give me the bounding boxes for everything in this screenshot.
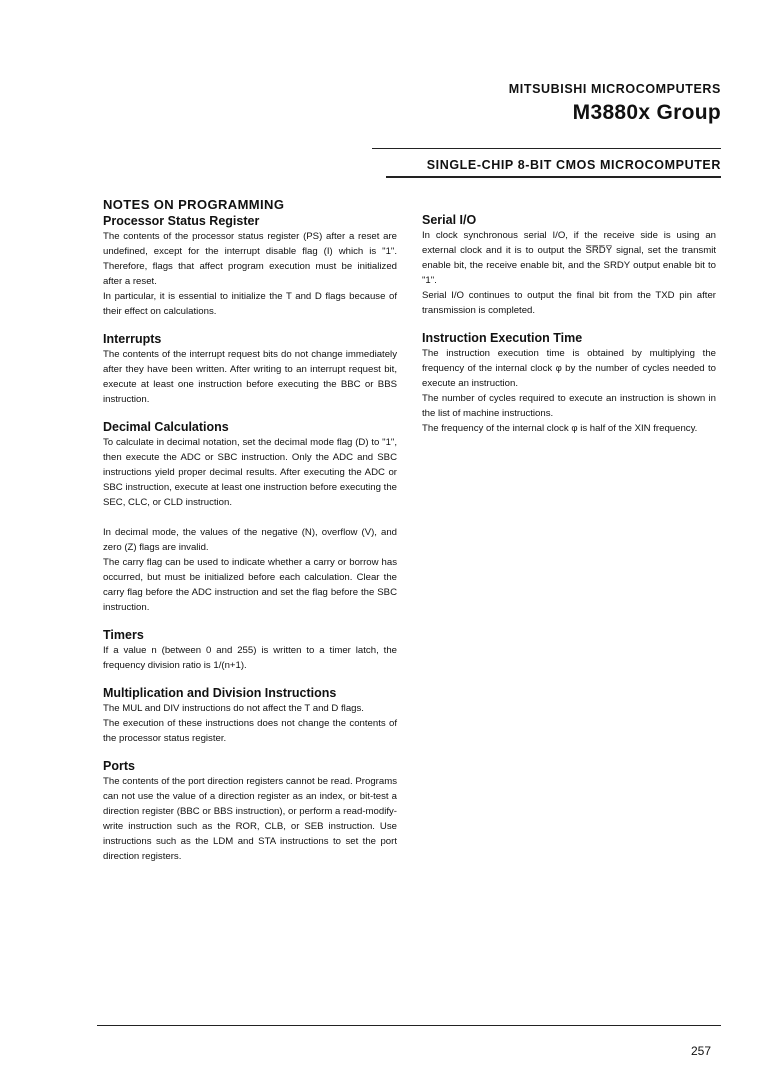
footer-rule xyxy=(97,1025,721,1026)
paragraph: The MUL and DIV instructions do not affect the T and D flags. xyxy=(103,703,364,714)
section-title: Processor Status Register xyxy=(103,214,260,228)
paragraph: In decimal mode, the values of the negative (N), overflow (V), and zero (Z) flags are invalid. xyxy=(103,527,397,553)
paragraph: If a value n (between 0 and 255) is written to a timer latch, the frequency division ratio is 1/(n+1). xyxy=(103,645,397,671)
notes-title: NOTES ON PROGRAMMING xyxy=(103,197,285,212)
left-column xyxy=(103,197,397,876)
section-title: Decimal Calculations xyxy=(103,420,229,434)
section-processor-status-register xyxy=(103,213,397,319)
paragraph: The carry flag can be used to indicate whether a carry or borrow has occurred, but must be initialized before each calculation. Clear the carry flag before the ADC instruction and set the flag before the SBC instruction. xyxy=(103,557,397,613)
brand-title: MITSUBISHI MICROCOMPUTERS xyxy=(508,82,721,96)
section-title: Multiplication and Division Instructions xyxy=(103,686,337,700)
section-serial-io xyxy=(422,212,716,318)
paragraph: In clock synchronous serial I/O, if the receive side is using an external clock and it is to output the S̅R̅D̅Y̅ signal, set the transmit enable bit, the receive enable bit, and the SRDY output enable bit to "1". xyxy=(422,230,716,286)
section-interrupts xyxy=(103,331,397,407)
paragraph: The instruction execution time is obtained by multiplying the frequency of the internal clock φ by the number of cycles needed to execute an instruction. xyxy=(422,348,716,389)
paragraph: The frequency of the internal clock φ is half of the XIN frequency. xyxy=(422,423,698,434)
section-title: Ports xyxy=(103,759,135,773)
page-number: 257 xyxy=(690,1044,711,1058)
group-title: M3880x Group xyxy=(572,101,721,124)
paragraph-gap xyxy=(103,510,397,525)
section-title: Instruction Execution Time xyxy=(422,331,583,345)
paragraph: The contents of the processor status register (PS) after a reset are undefined, except for the interrupt disable flag (I) which is "1". Therefore, flags that affect program execution must be initialized after a reset. xyxy=(103,231,397,287)
right-column xyxy=(422,212,716,448)
paragraph: In particular, it is essential to initialize the T and D flags because of their effect on calculations. xyxy=(103,291,397,317)
paragraph: The contents of the port direction registers cannot be read. Programs can not use the value of a direction register as an index, or bit-test a direction register (BBC or BBS instruction), or perform a read-modify-write instruction such as the ROR, CLB, or SEB instruction. Use instructions such as the LDM and STA instructions to set the port direction registers. xyxy=(103,776,397,862)
section-multiplication-division xyxy=(103,685,397,746)
header-rule xyxy=(372,148,721,149)
paragraph: The contents of the interrupt request bits do not change immediately after they have been written. After writing to an interrupt request bit, execute at least one instruction before executing the BBC or BBS instruction. xyxy=(103,349,397,405)
section-timers xyxy=(103,627,397,673)
section-title: Timers xyxy=(103,628,144,642)
paragraph: To calculate in decimal notation, set the decimal mode flag (D) to "1", then execute the ADC or SBC instruction. Only the ADC and SBC instructions yield proper decimal results. After executing the ADC or SBC instruction, execute at least one instruction before executing the SEC, CLC, or CLD instruction. xyxy=(103,437,397,508)
section-decimal-calculations xyxy=(103,419,397,615)
paragraph: The execution of these instructions does not change the contents of the processor status register. xyxy=(103,718,397,744)
section-title: Interrupts xyxy=(103,332,162,346)
section-title: Serial I/O xyxy=(422,213,477,227)
subtitle-rule xyxy=(386,176,721,178)
document-subtitle: SINGLE-CHIP 8-BIT CMOS MICROCOMPUTER xyxy=(426,158,721,172)
section-ports xyxy=(103,758,397,864)
section-instruction-execution-time xyxy=(422,330,716,436)
paragraph: The number of cycles required to execute an instruction is shown in the list of machine instructions. xyxy=(422,393,716,419)
paragraph: Serial I/O continues to output the final bit from the TXD pin after transmission is completed. xyxy=(422,290,716,316)
